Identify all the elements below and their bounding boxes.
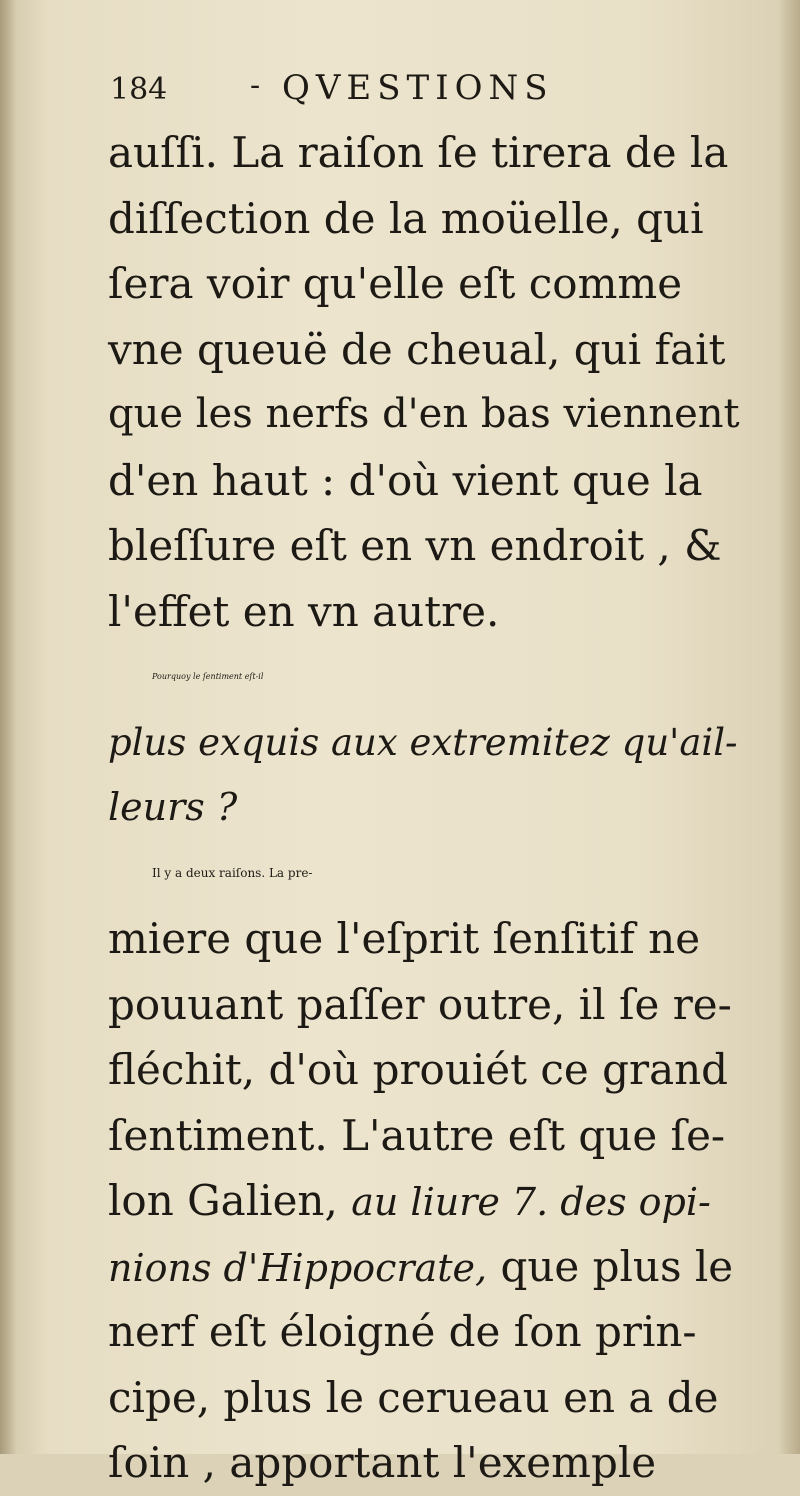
- text-line: d'en haut : d'où vient que la: [108, 455, 703, 505]
- citation: au liure 7. des opi-: [351, 1180, 711, 1224]
- text-line: l'effet en vn autre.: [108, 586, 500, 636]
- text-line: Il y a deux raiſons. La pre-: [152, 865, 313, 880]
- text-line: [108, 1234, 748, 1300]
- page-number: 184: [110, 72, 168, 107]
- body-text: [108, 120, 748, 1496]
- text-segment: lon Galien,: [108, 1176, 338, 1225]
- text-line: nerf eſt éloigné de ſon prin-: [108, 1307, 697, 1356]
- text-line: fléchit, d'où prouiét ce grand: [108, 1045, 729, 1094]
- text-line: diſſection de la moüelle, qui: [108, 193, 704, 243]
- text-line: ſoin , apportant l'exemple: [108, 1438, 657, 1487]
- citation: nions d'Hippocrate,: [108, 1245, 488, 1290]
- question-line: leurs ?: [108, 785, 238, 829]
- text-segment: que plus le: [500, 1241, 734, 1291]
- page-shadow-left: [0, 0, 16, 1454]
- text-line: cipe, plus le cerueau en a de: [108, 1372, 719, 1422]
- page-shadow-right: [778, 0, 800, 1454]
- text-line: bleſſure eſt en vn endroit , &: [108, 521, 722, 570]
- question-line: plus exquis aux extremitez qu'ail-: [108, 720, 738, 764]
- text-line: [108, 1168, 748, 1234]
- header-dash: -: [250, 68, 261, 103]
- text-line: ſentiment. L'autre eſt que ſe-: [108, 1110, 726, 1160]
- text-line: vne queuë de cheual, qui fait: [108, 324, 726, 374]
- page-header: [110, 68, 710, 118]
- question-line: Pourquoy le ſentiment eſt-il: [152, 672, 264, 681]
- text-line: ſera voir qu'elle eſt comme: [108, 259, 683, 308]
- text-line: auſſi. La raiſon ſe tirera de la: [108, 128, 729, 177]
- text-line: que les nerfs d'en bas viennent: [108, 391, 740, 437]
- running-head: QVESTIONS: [282, 68, 554, 108]
- text-line: miere que l'eſprit ſenſitif ne: [108, 914, 701, 963]
- text-line: pouuant paſſer outre, il ſe re-: [108, 979, 732, 1029]
